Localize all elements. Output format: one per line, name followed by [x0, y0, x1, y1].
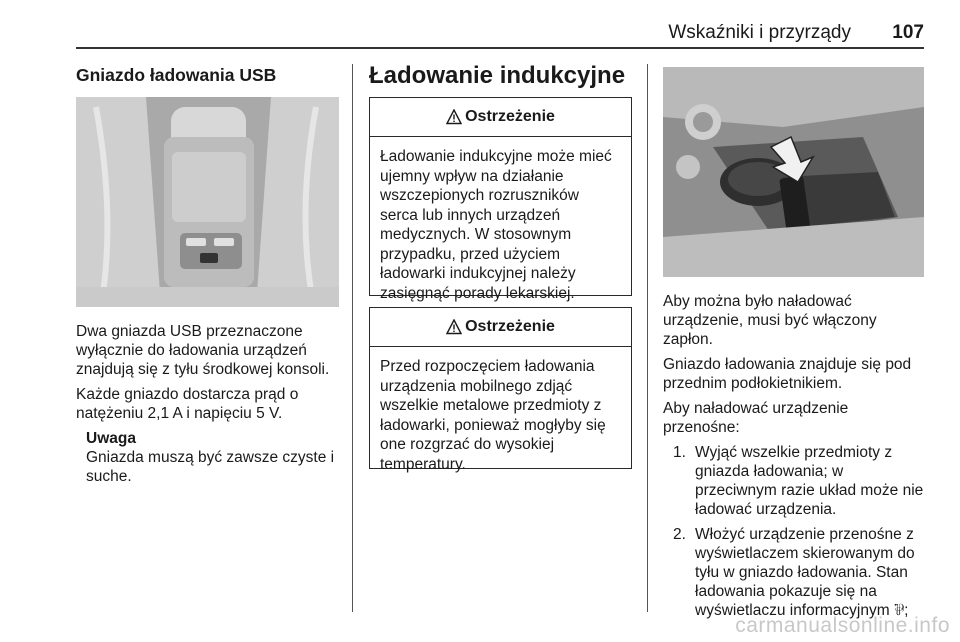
running-header	[668, 22, 924, 44]
column-divider	[352, 64, 353, 612]
list-number: 1.	[673, 444, 686, 461]
header-rule	[76, 47, 924, 49]
warning-icon	[446, 109, 462, 125]
watermark: carmanualsonline.info	[735, 614, 950, 637]
list-text: Wyjąć wszelkie przedmioty z gniazda ładowania; w przeciwnym razie układ może nie ładować urządzenia.	[695, 444, 924, 518]
column-divider	[647, 64, 648, 612]
console-illustration	[76, 97, 339, 307]
right-text	[663, 292, 935, 620]
warning-header	[370, 308, 631, 347]
warning-text: Przed rozpoczęciem ładowania urządzenia mobilnego zdjąć wszelkie metalowe przedmioty z ładowarki, ponieważ mogłyby się one rozgrzać do wysokiej temperatury.	[380, 358, 606, 473]
warning-icon	[446, 319, 462, 335]
list-item	[663, 525, 935, 620]
usb-paragraph-2: Każde gniazdo dostarcza prąd o natężeniu 2,1 A i napięciu 5 V.	[76, 386, 299, 422]
right-paragraph-1: Aby można było naładować urządzenie, musi być włączony zapłon.	[663, 293, 877, 348]
warning-title: Ostrzeżenie	[465, 108, 555, 125]
section-title-inductive: Ładowanie indukcyjne	[369, 62, 626, 89]
usb-description	[76, 322, 351, 486]
list-text: Włożyć urządzenie przenośne z wyświetlaczem skierowanym do tyłu w gniazdo ładowania. Stan ładowania pokazuje się na wyświetlaczu informacyjnym ⅌;	[695, 526, 915, 619]
warning-box-2	[369, 307, 632, 473]
header-title: Wskaźniki i przyrządy	[668, 22, 852, 43]
charging-illustration	[663, 67, 924, 277]
warning-header	[370, 98, 631, 137]
right-paragraph-2: Gniazdo ładowania znajduje się pod przednim podłokietnikiem.	[663, 356, 912, 392]
note	[76, 429, 351, 486]
warning-title: Ostrzeżenie	[465, 318, 555, 335]
section-title-usb: Gniazdo ładowania USB	[76, 65, 277, 85]
note-text: Gniazda muszą być zawsze czyste i suche.	[86, 449, 335, 485]
charging-cradle-photo	[663, 67, 924, 277]
left-column	[76, 65, 346, 86]
warning-text: Ładowanie indukcyjne może mieć ujemny wpływ na działanie wszczepionych rozruszników serca lub innych urządzeń medycznych. W stosownym przypadku, przed użyciem ładowarki indukcyjnej należy zasięgnąć porady lekarskiej.	[380, 148, 612, 302]
warning-box-1	[369, 97, 632, 302]
right-paragraph-3: Aby naładować urządzenie przenośne:	[663, 400, 849, 436]
list-number: 2.	[673, 526, 686, 543]
list-item	[663, 443, 935, 519]
note-title: Uwaga	[86, 430, 136, 447]
page-number: 107	[892, 22, 924, 43]
usb-ports-photo	[76, 97, 339, 307]
usb-paragraph-1: Dwa gniazda USB przeznaczone wyłącznie do ładowania urządzeń znajdują się z tyłu środkowej konsoli.	[76, 323, 330, 378]
